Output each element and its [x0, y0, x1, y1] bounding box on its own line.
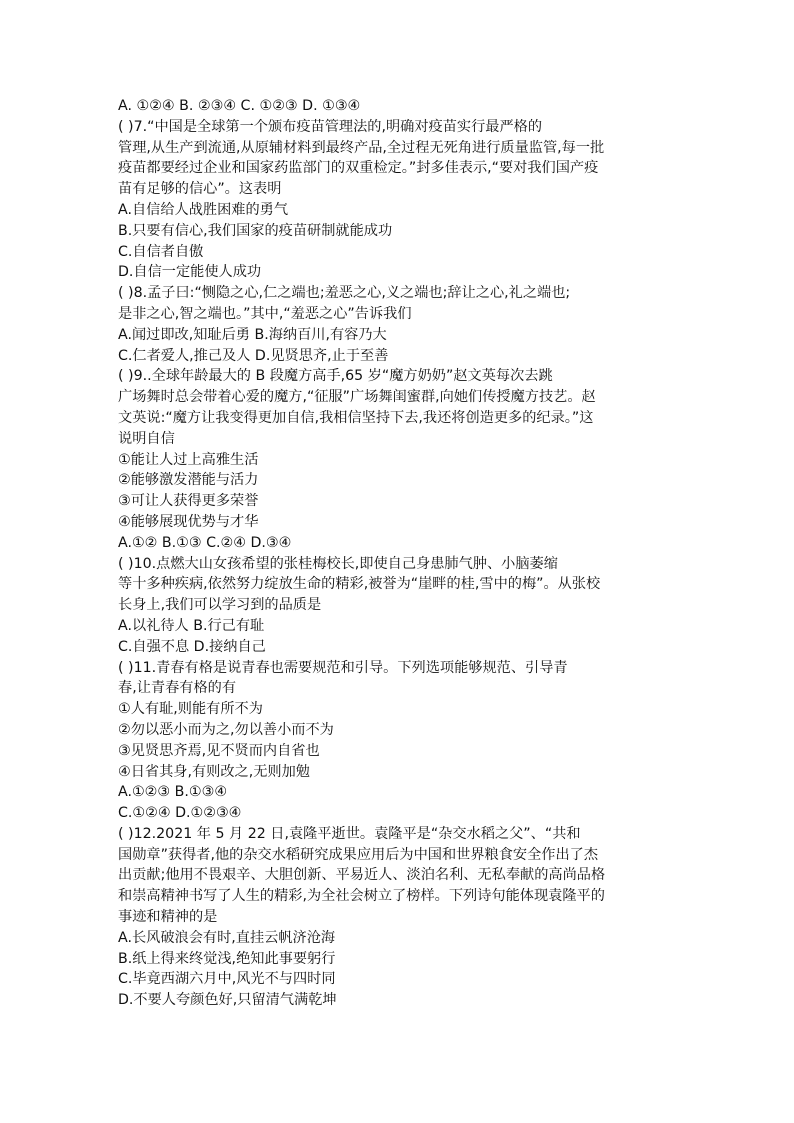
q7-option-c: C.自信者自傲 [118, 243, 204, 260]
q8-stem-line-1: ( )8.孟子曰:“恻隐之心,仁之端也;羞恶之心,义之端也;辞让之心,礼之端也; [118, 285, 571, 302]
q9-stem-line-1: ( )9..全球年龄最大的 B 段魔方高手,65 岁“魔方奶奶”赵文英每次去跳 [118, 368, 553, 385]
q7-stem-line-1: ( )7.“中国是全球第一个颁布疫苗管理法的,明确对疫苗实行最严格的 [118, 118, 543, 135]
q8-stem-line-2: 是非之心,智之端也。”其中,“羞恶之心”告诉我们 [118, 305, 412, 322]
q10-options-ab: A.以礼待人 B.行己有耻 [118, 617, 265, 634]
q12-option-c: C.毕竟西湖六月中,风光不与四时同 [118, 971, 336, 988]
q12-stem-line-5: 事迹和精神的是 [118, 909, 218, 926]
q9-stem-line-4: 说明自信 [118, 430, 175, 447]
q7-stem-line-2: 管理,从生产到流通,从原辅材料到最终产品,全过程无死角进行质量监管,每一批 [118, 139, 605, 156]
q9-stem-line-2: 广场舞时总会带着心爱的魔方,“征服”广场舞闺蜜群,向她们传授魔方技艺。赵 [118, 389, 596, 406]
q11-stem-line-2: 春,让青春有格的有 [118, 680, 237, 697]
q11-stem-line-1: ( )11.青春有格是说青春也需要规范和引导。下列选项能够规范、引导青 [118, 659, 568, 676]
q11-statement-2: ②勿以恶小而为之,勿以善小而不为 [118, 721, 334, 738]
q12-stem-line-3: 出贡献;他用不畏艰辛、大胆创新、平易近人、淡泊名利、无私奉献的高尚品格 [118, 867, 606, 884]
q8-options-cd: C.仁者爱人,推己及人 D.见贤思齐,止于至善 [118, 347, 389, 364]
q9-statement-1: ①能让人过上高雅生活 [118, 451, 259, 468]
q8-options-ab: A.闻过即改,知耻后勇 B.海纳百川,有容乃大 [118, 326, 387, 343]
q12-stem-line-2: 国勋章”获得者,他的杂交水稻研究成果应用后为中国和世界粮食安全作出了杰 [118, 846, 599, 863]
q11-options-cd: C.①②④ D.①②③④ [118, 805, 242, 822]
q10-stem-line-2: 等十多种疾病,依然努力绽放生命的精彩,被誉为“崖畔的桂,雪中的梅”。从张校 [118, 576, 601, 593]
q9-stem-line-3: 文英说:“魔方让我变得更加自信,我相信坚持下去,我还将创造更多的纪录。”这 [118, 409, 594, 426]
q9-options: A.①② B.①③ C.②④ D.③④ [118, 534, 292, 551]
q7-option-a: A.自信给人战胜困难的勇气 [118, 201, 289, 218]
q7-option-b: B.只要有信心,我们国家的疫苗研制就能成功 [118, 222, 393, 239]
q10-stem-line-3: 长身上,我们可以学习到的品质是 [118, 597, 322, 614]
q9-statement-3: ③可让人获得更多荣誉 [118, 493, 259, 510]
document-page [118, 96, 678, 1011]
q12-stem-line-1: ( )12.2021 年 5 月 22 日,袁隆平逝世。袁隆平是“杂交水稻之父”、“共和 [118, 825, 581, 842]
q12-option-b: B.纸上得来终觉浅,绝知此事要躬行 [118, 950, 336, 967]
q10-stem-line-1: ( )10.点燃大山女孩希望的张桂梅校长,即使自己身患肺气肿、小脑萎缩 [118, 555, 558, 572]
q11-statement-4: ④日省其身,有则改之,无则加勉 [118, 763, 310, 780]
q9-statement-2: ②能够激发潜能与活力 [118, 472, 259, 489]
q12-option-a: A.长风破浪会有时,直挂云帆济沧海 [118, 929, 336, 946]
q7-option-d: D.自信一定能使人成功 [118, 264, 262, 281]
q12-stem-line-4: 和崇高精神书写了人生的精彩,为全社会树立了榜样。下列诗句能体现袁隆平的 [118, 888, 605, 905]
q11-options-ab: A.①②③ B.①③④ [118, 784, 228, 801]
q11-statement-1: ①人有耻,则能有所不为 [118, 701, 263, 718]
q6-options: A. ①②④ B. ②③④ C. ①②③ D. ①③④ [118, 98, 361, 114]
q11-statement-3: ③见贤思齐焉,见不贤而内自省也 [118, 742, 320, 759]
q7-stem-line-4: 苗有足够的信心”。这表明 [118, 181, 282, 198]
q10-options-cd: C.自强不息 D.接纳自己 [118, 638, 266, 655]
q9-statement-4: ④能够展现优势与才华 [118, 513, 259, 530]
q12-option-d: D.不要人夸颜色好,只留清气满乾坤 [118, 992, 337, 1009]
q7-stem-line-3: 疫苗都要经过企业和国家药监部门的双重检定。”封多佳表示,“要对我们国产疫 [118, 160, 599, 177]
